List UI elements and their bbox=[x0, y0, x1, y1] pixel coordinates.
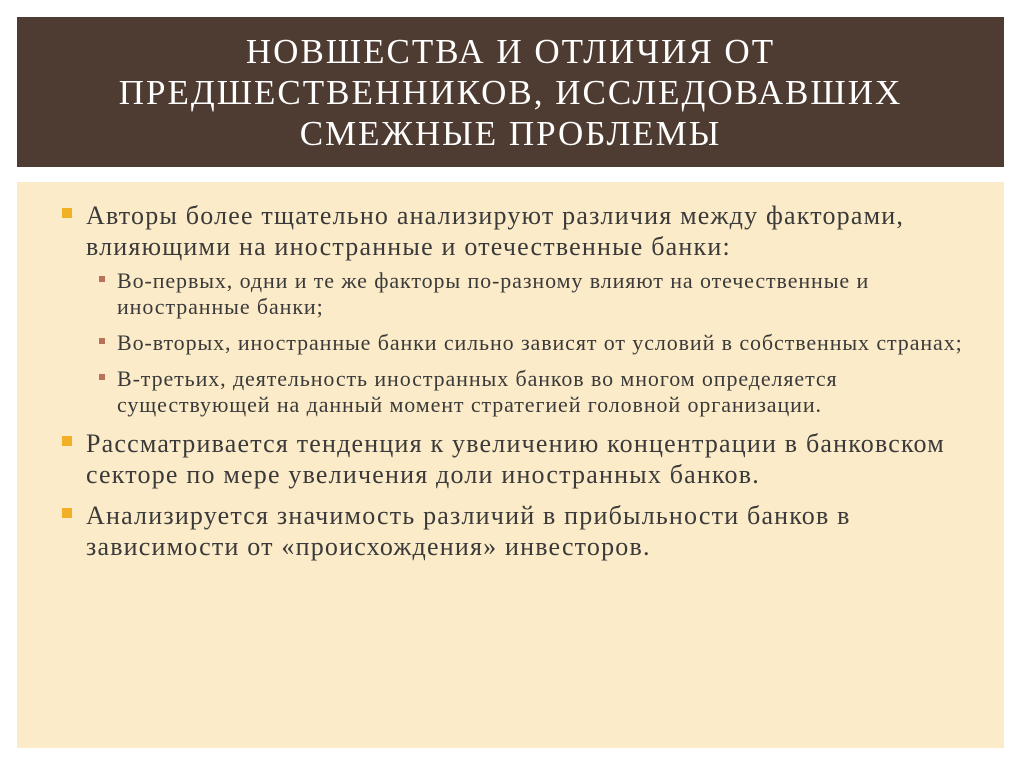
sub-bullet-text: В-третьих, деятельность иностранных банков во многом определяется существующей на данный момент стратегией головной организации. bbox=[117, 366, 838, 417]
bullet-item bbox=[61, 200, 981, 418]
bullet-item bbox=[61, 500, 981, 562]
slide-title-line: НОВШЕСТВА И ОТЛИЧИЯ ОТ bbox=[245, 31, 776, 71]
bullet-list bbox=[61, 200, 981, 572]
sub-bullet-list bbox=[86, 268, 981, 418]
small-square-bullet-icon bbox=[99, 338, 105, 344]
sub-bullet-text: Во-вторых, иностранные банки сильно зависят от условий в собственных странах; bbox=[117, 330, 963, 355]
bullet-text: Рассматривается тенденция к увеличению концентрации в банковском секторе по мере увеличения доли иностранных банков. bbox=[86, 429, 945, 489]
square-bullet-icon bbox=[62, 436, 72, 446]
sub-bullet-item bbox=[86, 330, 981, 356]
sub-bullet-item bbox=[86, 268, 981, 320]
slide-title-line: ПРЕДШЕСТВЕННИКОВ, ИССЛЕДОВАВШИХ bbox=[118, 72, 903, 112]
slide-content bbox=[17, 182, 1004, 748]
slide-title-line: СМЕЖНЫЕ ПРОБЛЕМЫ bbox=[299, 113, 722, 153]
small-square-bullet-icon bbox=[99, 276, 105, 282]
bullet-text: Авторы более тщательно анализируют различия между факторами, влияющими на иностранные и отечественные банки: bbox=[86, 201, 905, 261]
square-bullet-icon bbox=[62, 508, 72, 518]
sub-bullet-text: Во-первых, одни и те же факторы по-разному влияют на отечественные и иностранные банки; bbox=[117, 268, 870, 319]
sub-bullet-item bbox=[86, 366, 981, 418]
title-band bbox=[17, 17, 1004, 167]
bullet-text: Анализируется значимость различий в прибыльности банков в зависимости от «происхождения» инвесторов. bbox=[86, 501, 851, 561]
bullet-item bbox=[61, 428, 981, 490]
slide-title bbox=[119, 31, 903, 154]
small-square-bullet-icon bbox=[99, 374, 105, 380]
square-bullet-icon bbox=[62, 208, 72, 218]
